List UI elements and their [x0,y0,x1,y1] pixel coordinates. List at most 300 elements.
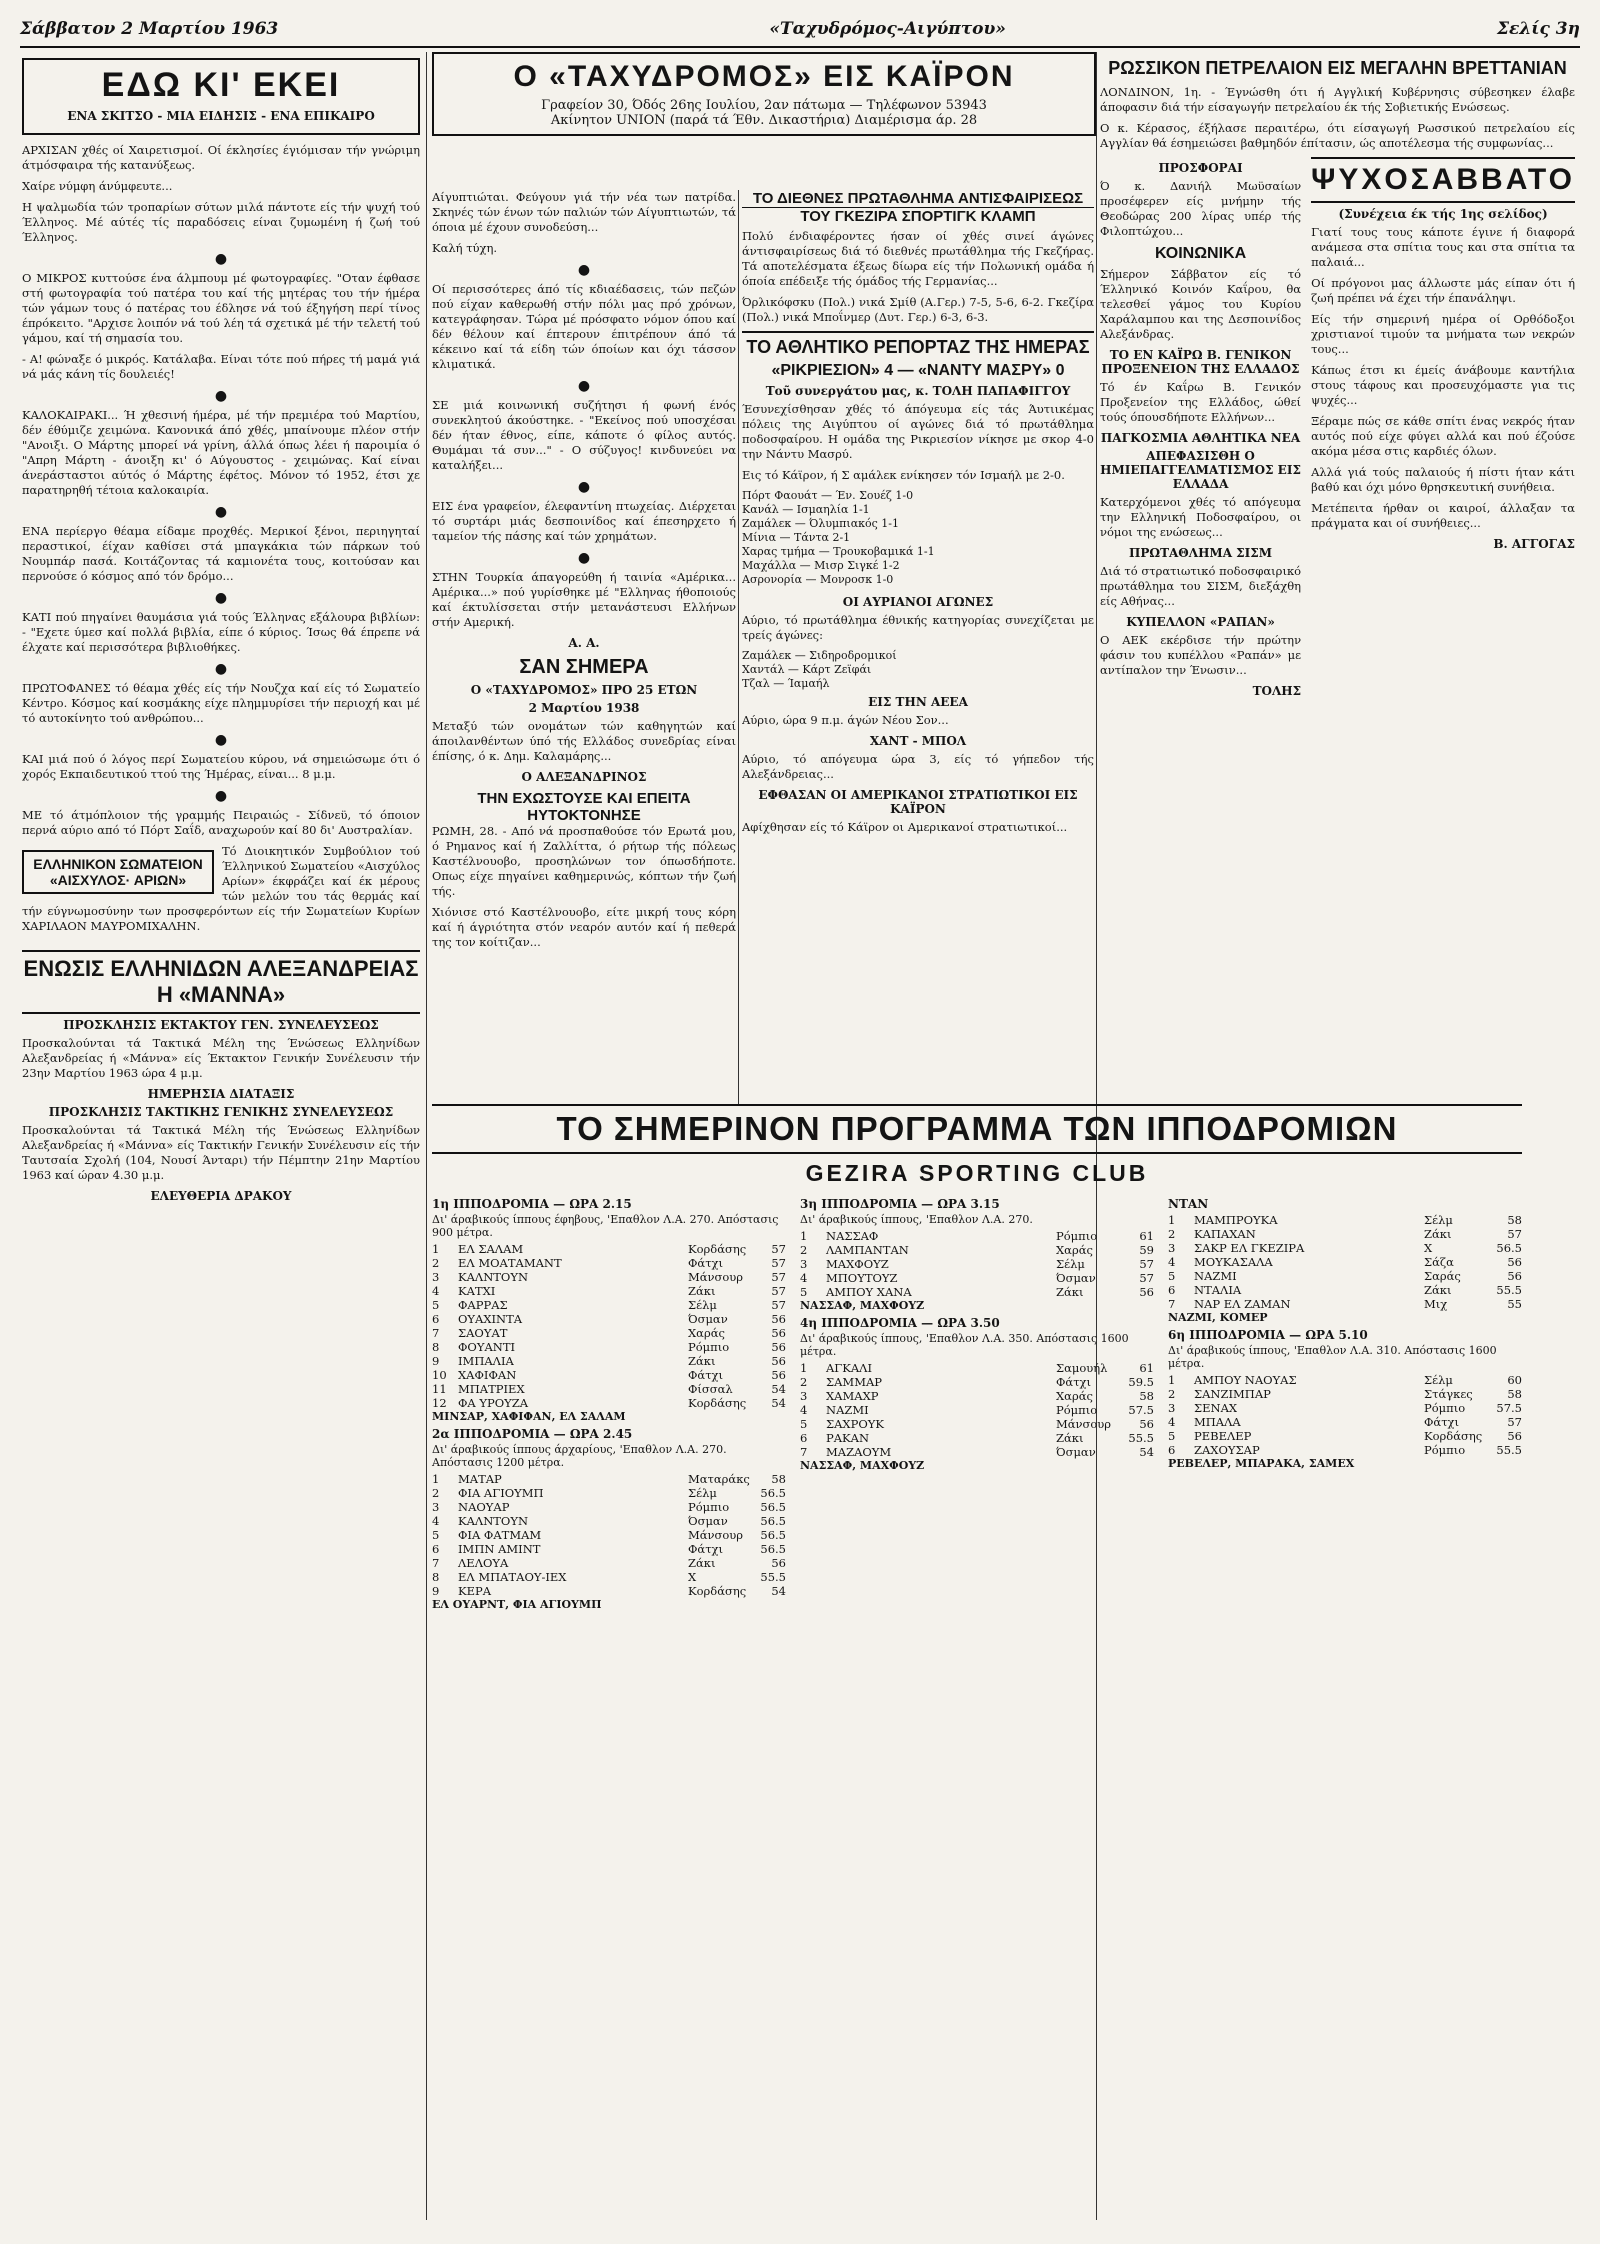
tennis-results: Όρλικόφσκυ (Πολ.) νικά Σμίθ (Α.Γερ.) 7-5, 5-6, 6-2. Γκεζίρα (Πολ.) νικά Μποΐνμερ (Δυτ. Γερ.) 6-3, 6-3. [742,295,1094,324]
race-entry [800,1285,1154,1299]
weight: 54 [771,1396,786,1410]
weight: 56.5 [760,1486,786,1500]
jockey-name: Σέλμ [1424,1373,1453,1387]
race-entry [800,1229,1154,1243]
weight: 57 [1507,1227,1522,1241]
story-title: ΤΗΝ ΕΧΩΣΤΟΥΣΕ ΚΑΙ ΕΠΕΙΤΑ ΗΥΤΟΚΤΟΝΗΣΕ [477,790,691,824]
entry-number: 7 [432,1556,440,1570]
entry-number: 1 [432,1242,440,1256]
jockey-name: Φάτχι [688,1256,724,1270]
horse-name: ΡΕΒΕΛΕΡ [1194,1429,1252,1443]
racing-columns [432,1193,1522,1614]
jockey-name: Σάζα [1424,1255,1454,1269]
entry-number: 2 [1168,1387,1176,1401]
jockey-name: Ρόμπιο [1056,1403,1098,1417]
horse-name: ΕΛ ΜΠΑΤΑΟΥ-ΙΕΧ [458,1570,567,1584]
weight: 58 [1139,1389,1154,1403]
tennis-subtitle: ΤΟΥ ΓΚΕΖΙΡΑ ΣΠΟΡΤΙΓΚ ΚΛΑΜΠ [800,208,1036,225]
entry-number: 6 [432,1542,440,1556]
race-entry [1168,1429,1522,1443]
entry-number: 1 [800,1361,808,1375]
weight: 58 [771,1472,786,1486]
psychosavvato-signature: Β. ΑΓΓΟΓΑΣ [1493,537,1575,551]
entry-number: 7 [432,1326,440,1340]
union-signer: ΕΛΕΥΘΕΡΙΑ ΔΡΑΚΟΥ [150,1189,292,1203]
race-conditions: Δι' άραβικούς ίππους έφηβους, 'Επαθλον Λ.Α. 270. Απόστασις 900 μέτρα. [432,1213,779,1239]
psychosavvato-paragraph: Αλλά γιά τούς παλαιούς ή πίστι ήταν κάτι βαθύ και όχι μόνο θρησκευτική συνήθεια. [1311,465,1575,494]
horse-name: ΣΑΝΖΙΜΠΑΡ [1194,1387,1271,1401]
jockey-name: Κορδάσης [688,1396,747,1410]
union-title: ΕΝΩΣΙΣ ΕΛΛΗΝΙΔΩΝ ΑΛΕΞΑΝΔΡΕΙΑΣ Η «ΜΑΝΝΑ» [22,950,420,1014]
jockey-name: Όσμαν [1056,1271,1096,1285]
jockey-name: Σέλμ [1424,1213,1453,1227]
horse-name: ΜΑΖΑΟΥΜ [826,1445,892,1459]
entry-number: 7 [1168,1297,1176,1311]
union-agenda: ΗΜΕΡΗΣΙΑ ΔΙΑΤΑΞΙΣ [147,1087,295,1101]
race-header: 2α ΙΠΠΟΔΡΟΜΙΑ — ΩΡΑ 2.45 [432,1427,633,1441]
racing-column [1168,1193,1522,1614]
weight: 61 [1139,1229,1154,1243]
entry-number: 8 [432,1570,440,1584]
race-entry [432,1528,786,1542]
race-entry [432,1284,786,1298]
jockey-name: Φάτχι [1056,1375,1092,1389]
entry-number: 4 [432,1514,440,1528]
entry-number: 7 [800,1445,808,1459]
social-title: ΚΟΙΝΩΝΙΚΑ [1154,245,1247,262]
entry-number: 3 [800,1257,808,1271]
cairo-title: Ο «ΤΑΧΥΔΡΟΜΟΣ» ΕΙΣ ΚΑΪΡΟΝ [513,60,1015,93]
article-paragraph: ΚΑΛΟΚΑΙΡΑΚΙ... Ή χθεσινή ήμέρα, μέ τήν πρεμιέρα τού Μαρτίου, δέν έθύμιζε χειμώνα. Κανονικά άπό χθές, μπαίνουμε πλέον στήν "Ανοιξι. Ο Μάρτης μπορεί νά γρίνη, άλλά όπως λέει ή παροιμία ό "Απρη Μάρτη - άνοιξη κι' ό Αύγουστος - χειμώνας. Καί είναι άνεράσταστοι αύτός ό Μάρτης έφέτος. Μόνον τό 1952, έτσι χε παρατηρηθή τέτοια καλοκαιρία. [22,408,420,497]
race-entry [800,1243,1154,1257]
cup-title: ΠΡΩΤΑΘΛΗΜΑ ΣΙΣΜ [1129,546,1273,560]
cup2-title: ΚΥΠΕΛΛΟΝ «ΡΑΠΑΝ» [1126,615,1275,629]
weight: 56.5 [760,1500,786,1514]
entry-number: 5 [800,1285,808,1299]
race-header: ΝΤΑΝ [1168,1197,1209,1211]
offer-text: Ό κ. Δανιήλ Μωϋσαίων προσέφερεν είς μνήμην τής Θεοδώρας 200 λίρας υπέρ τής Φιλοπτώχου... [1100,179,1302,238]
psychosavvato-paragraph: Κάπως έτσι κι έμείς άνάβουμε καντήλια στους τάφους και προσευχόμαστε για τις ψυχές... [1311,363,1575,407]
basket-text: Αύριο, ώρα 9 π.μ. άγών Νέου Σον... [742,713,949,727]
weight: 57 [771,1256,786,1270]
weight: 57.5 [1128,1403,1154,1417]
sports-signature: ΤΟΛΗΣ [1252,684,1302,698]
jockey-name: Ζάκι [1424,1283,1452,1297]
race-favorites: ΝΑΣΣΑΦ, ΜΑΧΦΟΥΖ [800,1299,925,1312]
horse-name: ΦΟΥΑΝΤΙ [458,1340,516,1354]
score-row: Κανάλ — Ισμαηλία 1-1 [742,503,870,516]
jockey-name: Ρόμπιο [1424,1443,1466,1457]
upcoming-title: ΟΙ ΑΥΡΙΑΝΟΙ ΑΓΩΝΕΣ [842,595,994,609]
entry-number: 3 [1168,1241,1176,1255]
entry-number: 4 [1168,1415,1176,1429]
entry-number: 5 [1168,1269,1176,1283]
separator: ● [577,378,591,394]
weight: 56 [771,1556,786,1570]
petroleum-text-2: Ο κ. Κέρασος, έξήλασε περαιτέρω, ότι είσαγωγή Ρωσσικού πετρελαίου είς Αγγλίαν θά έσημειώσει βαθμηδόν έπίτασιν, ώς αποτέλεσμα τής συμφωνίας... [1100,121,1575,150]
cairo-header-box [432,52,1096,136]
article-paragraph: Η ψαλμωδία τών τροπαρίων σύτων μιλά πάντοτε είς τήν ψυχή τού Έλληνος. Μέ αύτές τίς παραδόσεις είναι ζυμωμένη ή ζωή τού Έλληνος. [22,200,420,244]
separator: ● [214,590,228,606]
race-conditions: Δι' άραβικούς ίππους άρχαρίους, 'Επαθλον Λ.Α. 270. Απόστασις 1200 μέτρα. [432,1443,727,1469]
racing-column [432,1193,786,1614]
club-notice-text: Τό Διοικητικόν Συμβούλιον τού Έλληνικού Σωματείου «Αισχύλος Αρίων» έκφράζει καί έκ μέρους τών μελών του τάς θερμάς καί τήν εύγνωμοσύνην των προσφερόντων είς τήν Σωματείων Κυρίων ΧΑΡΙΛΑΟΝ ΜΑΥΡΟΜΙΧΑΛΗΝ. [22,844,420,933]
section-subtitle: ΕΝΑ ΣΚΙΤΣΟ - ΜΙΑ ΕΙΔΗΣΙΣ - ΕΝΑ ΕΠΙΚΑΙΡΟ [67,109,375,123]
entry-number: 4 [800,1403,808,1417]
history-text: Μεταξύ τών ονομάτων τών καθηγητών καί άποιλανθέντων ύπό τής Ελλάδος συνεδρίας είναι έπίσης, ό κ. Δημ. Καλαμάρης... [432,719,736,763]
entry-number: 6 [1168,1283,1176,1297]
masthead [20,12,1580,48]
union-subtitle: ΠΡΟΣΚΛΗΣΙΣ ΕΚΤΑΚΤΟΥ ΓΕΝ. ΣΥΝΕΛΕΥΣΕΩΣ [63,1018,379,1032]
weight: 57 [771,1242,786,1256]
jockey-name: Σέλμ [1056,1257,1085,1271]
psychosavvato-paragraph: Μετέπειτα ήρθαν οι καιροί, άλλαξαν τα πράγματα και οί συνήθειες... [1311,501,1575,530]
jockey-name: Φάτχι [688,1368,724,1382]
race-entry [800,1389,1154,1403]
race-favorites: ΝΑΣΣΑΦ, ΜΑΧΦΟΥΖ [800,1459,925,1472]
tennis-text: Πολύ ένδιαφέροντες ήσαν οί χθές σινεί άγώνες άντισφαιρίσεως διά τό διεθνές πρωτάθλημα τής Γκεζήρας. Τά αποτελέσματα έξεως δίωρα είς τήν Πολωνική ομάδα ή όποία επέδειξε τής όμάδος τής Γερμανίας... [742,229,1094,288]
embassy-title: ΤΟ ΕΝ ΚΑΪΡΩ Β. ΓΕΝΙΚΟΝ ΠΡΟΞΕΝΕΙΟΝ ΤΗΣ ΕΛΛΑΔΟΣ [1101,348,1300,376]
jockey-name: Χ [1424,1241,1433,1255]
horse-name: ΦΑ ΥΡΟΥΖΑ [458,1396,529,1410]
article-paragraph: ΕΙΣ ένα γραφείον, έλεφαντίνη πτωχείας. Διέρχεται τό συρτάρι μιάς δεσποινίδος καί έπεσηρχετο ή ταμείον τής πάσης καί τών χρημάτων. [432,499,736,543]
entry-number: 8 [432,1340,440,1354]
article-paragraph: ΜΕ τό άτμόπλοιον τής γραμμής Πειραιώς - Σίδνεϋ, τό όποιον περνά αύριο από τό Πόρτ Σαΐδ, αναχωρούν καί 80 δι' Αυστραλίαν. [22,808,420,837]
offer-title: ΠΡΟΣΦΟΡΑΙ [1158,161,1243,175]
paper-name: «Ταχυδρόμος-Αιγύπτου» [769,19,1006,39]
article-paragraph: ΑΡΧΙΣΑΝ χθές οί Χαιρετισμοί. Οί έκλησίες έγιόμισαν τήν γνώριμη άτμόσφαιρα τής κατανύξεως. [22,143,420,172]
col4-two-column [1100,157,1575,702]
separator: ● [577,262,591,278]
psychosavvato-paragraph: Γιατί τους τους κάποτε έγινε ή διαφορά ανάμεσα στα σπίτια τους και στα σπίτια τα παλαιά... [1311,225,1575,269]
weight: 56 [1507,1429,1522,1443]
weight: 56 [771,1354,786,1368]
match-author: Τοῦ συνεργάτου μας, κ. ΤΟΛΗ ΠΑΠΑΦΙΓΓΟΥ [765,384,1071,398]
weight: 57 [1507,1415,1522,1429]
score-row: Ασρονορία — Μονροσκ 1-0 [742,573,894,586]
jockey-name: Στάγκες [1424,1387,1473,1401]
cairo-header [432,52,1096,192]
separator: ● [214,788,228,804]
jockey-name: Χ [688,1570,697,1584]
jockey-name: Ζάκι [1056,1431,1084,1445]
race-entry [432,1382,786,1396]
entry-number: 5 [432,1528,440,1542]
race-entry [800,1445,1154,1459]
jockey-name: Ρόμπιο [688,1500,730,1514]
race-header: 3η ΙΠΠΟΔΡΟΜΙΑ — ΩΡΑ 3.15 [800,1197,1000,1211]
cup2-text: Ο ΑΕΚ εκέρδισε τήν πρώτην φάσιν του κυπέλλου «Ραπάν» με αντίπαλον την Ένωσιν... [1100,633,1302,677]
american-title: ΕΦΘΑΣΑΝ ΟΙ ΑΜΕΡΙΚΑΝΟΙ ΣΤΡΑΤΙΩΤΙΚΟΙ ΕΙΣ ΚΑΪΡΟΝ [758,788,1078,816]
jockey-name: Χαράς [1056,1243,1093,1257]
horse-name: ΡΑΚΑΝ [826,1431,870,1445]
weight: 55.5 [760,1570,786,1584]
race-entry [800,1271,1154,1285]
separator: ● [214,661,228,677]
col4-right [1311,157,1575,702]
weight: 56 [1139,1417,1154,1431]
entry-number: 2 [432,1256,440,1270]
weight: 60 [1507,1373,1522,1387]
weight: 56 [771,1340,786,1354]
history-signature: Ο ΑΛΕΞΑΝΔΡΙΝΟΣ [521,770,647,784]
entry-number: 1 [1168,1213,1176,1227]
column-3 [742,190,1094,1104]
separator: ● [577,479,591,495]
entry-number: 3 [1168,1401,1176,1415]
weight: 56.5 [760,1542,786,1556]
weight: 56.5 [760,1514,786,1528]
jockey-name: Ζάκι [1056,1285,1084,1299]
american-text: Αφίχθησαν είς τό Κάϊρον οι Αμερικανοί στρατιωτικοί... [742,820,1068,834]
jockey-name: Σέλμ [688,1486,717,1500]
jockey-name: Ζάκι [1424,1227,1452,1241]
race-conditions: Δι' άραβικούς ίππους, 'Επαθλον Λ.Α. 350. Απόστασις 1600 μέτρα. [800,1332,1129,1358]
race-entry [432,1340,786,1354]
jockey-name: Μάνσουρ [688,1270,744,1284]
article-paragraph: Οί περισσότερες άπό τίς κδιαέδασεις, τών πεζών πού είχαν καθερωθή στήν πόλι μας πρό χρόνων, κατεγράφησαν. Τώρα μέ πρόσφατο νόμον όπου καί δέν θέλουν καί έπτερουν έπιτρέπουν άπό τά κέκεινο καί τά είδη τών όποίων και όχι τάσσον κλιματικά. [432,282,736,371]
horse-name: ΧΑΜΑΧΡ [826,1389,879,1403]
weight: 54 [771,1382,786,1396]
separator: ● [214,388,228,404]
match-title: «ΡΙΚΡΙΕΣΙΟΝ» 4 — «ΝΑΝΤΥ ΜΑΣΡΥ» 0 [771,362,1065,379]
race-entry [800,1417,1154,1431]
entry-number: 4 [800,1271,808,1285]
race-entry [432,1584,786,1598]
upcoming-game: Ζαμάλεκ — Σιδηροδρομικοί [742,649,897,662]
race-entry [432,1326,786,1340]
weight: 59.5 [1128,1375,1154,1389]
upcoming-game: Χαντάλ — Κάρτ Ζεϊφάι [742,663,872,676]
weight: 56 [1139,1285,1154,1299]
entry-number: 6 [800,1431,808,1445]
race-entry [432,1514,786,1528]
race-favorites: ΝΑΖΜΙ, ΚΟΜΕΡ [1168,1311,1268,1324]
horse-name: ΝΑΣΣΑΦ [826,1229,879,1243]
weight: 55.5 [1128,1431,1154,1445]
petroleum-title: ΡΩΣΣΙΚΟΝ ΠΕΤΡΕΛΑΙΟΝ ΕΙΣ ΜΕΓΑΛΗΝ ΒΡΕΤΤΑΝΙΑΝ [1108,58,1567,78]
weight: 56 [1507,1269,1522,1283]
match-text-2: Εις τό Κάϊρον, ή Σ αμάλεκ ενίκησεν τόν Ισμαήλ με 2-0. [742,468,1065,482]
history-date: 2 Μαρτίου 1938 [528,701,640,715]
race-entry [432,1354,786,1368]
history-subtitle: Ο «ΤΑΧΥΔΡΟΜΟΣ» ΠΡΟ 25 ΕΤΩΝ [470,683,698,697]
social-text: Σήμερον Σάββατον είς τό Έλληνικό Κοινόν Καΐρου, θα τελεσθεί γάμος του Κυρίου Χαράλαμπου και της Δεσποινίδος Αλεξάνδρας. [1100,267,1302,341]
entry-number: 2 [800,1375,808,1389]
horse-name: ΣΑΧΡΟΥΚ [826,1417,884,1431]
score-list [742,489,1094,587]
horse-name: ΦΙΑ ΦΑΤΜΑΜ [458,1528,542,1542]
entry-number: 3 [800,1389,808,1403]
union-text-2: Προσκαλούνται τά Τακτικά Μέλη τής Ένώσεως Ελληνίδων Αλεξανδρείας ή «Μάννα» είς Τακτικήν Γενικήν Συνέλευσιν είς τήν Ταυτσαία Σχολή (104, Νουσί Άνταρι) τήν Πέμπτην 21ην Μαρτίου 1963 καί ώραν 4.30 μ.μ. [22,1123,420,1182]
separator: ● [214,732,228,748]
upcoming-game: Τζαλ — Ίαμαήλ [742,677,830,690]
weight: 59 [1139,1243,1154,1257]
race-entry [432,1486,786,1500]
race-entry [1168,1415,1522,1429]
article-paragraph: ΕΝΑ περίεργο θέαμα είδαμε προχθές. Μερικοί ξένοι, περιηγηταί περαστικοί, έίχαν καθίσει στά μπαγκάκια τών πάρκων τού Νουμπάρ πασά. Κοιτάζοντας τά καμιονέτα τους, κοιτούσαν και περνούσε ό κόσμος από τόν δρόμο... [22,524,420,583]
race-entry [1168,1443,1522,1457]
page-number: Σελίς 3η [1497,19,1580,39]
upcoming-list [742,649,1094,691]
entry-number: 4 [432,1284,440,1298]
horse-name: ΚΕΡΑ [458,1584,492,1598]
racing-column [800,1193,1154,1614]
jockey-name: Σαράς [1424,1269,1461,1283]
race-entry [1168,1401,1522,1415]
entry-number: 3 [432,1270,440,1284]
match-text: Έσυνεχίσθησαν χθές τό άπόγευμα είς τάς Άυτιικέμας πόλεις της Αιγύπτου οί αγώνες διά τό πρωτάθλημα ποδοσφαίρου. Η ομάδα της Ρικριεσίον νίκησε με σκορ 4-0 την Νάντυ Μασρύ. [742,402,1094,461]
race-entry [432,1500,786,1514]
psychosavvato-paragraph: Οί πρόγονοι μας άλλωστε μάς είπαν ότι ή ζωή πρέπει νά έχει τήν έπανάληψι. [1311,276,1575,305]
jockey-name: Ζάκι [688,1556,716,1570]
psychosavvato-paragraph: Ξέραμε πώς σε κάθε σπίτι ένας νεκρός ήταν αυτός πού είχε φύγει αλλά και πού έζούσε ακόμα μέσα στις καρδιές όλων. [1311,414,1575,458]
horse-name: ΜΠΑΤΡΙΕΧ [458,1382,525,1396]
jockey-name: Κορδάσης [1424,1429,1483,1443]
race-header: 1η ΙΠΠΟΔΡΟΜΙΑ — ΩΡΑ 2.15 [432,1197,632,1211]
race-entry [432,1312,786,1326]
world-sports-text: Κατερχόμενοι χθές τό απόγευμα την Ελληνική Ποδοσφαίρου, οι νόμοι της ενώσεως... [1100,495,1302,539]
weight: 55.5 [1496,1443,1522,1457]
signature: Α. Α. [568,636,600,650]
entry-number: 6 [432,1312,440,1326]
jockey-name: Ρόμπιο [1056,1229,1098,1243]
race-favorites: ΡΕΒΕΛΕΡ, ΜΠΑΡΑΚΑ, ΣΑΜΕΧ [1168,1457,1355,1470]
race-entry [432,1570,786,1584]
race-entry [1168,1297,1522,1311]
race-entry [800,1361,1154,1375]
jockey-name: Ματαράκς [688,1472,750,1486]
jockey-name: Ρόμπιο [1424,1401,1466,1415]
race-header: 4η ΙΠΠΟΔΡΟΜΙΑ — ΩΡΑ 3.50 [800,1316,1000,1330]
race-conditions: Δι' άραβικούς ίππους, 'Επαθλον Λ.Α. 270. [800,1213,1033,1226]
horse-name: ΝΑΡ ΕΛ ΖΑΜΑΝ [1194,1297,1291,1311]
world-sports-subtitle: ΑΠΕΦΑΣΙΣΘΗ Ο ΗΜΙΕΠΑΓΓΕΛΜΑΤΙΣΜΟΣ ΕΙΣ ΕΛΛΑΔΑ [1100,449,1301,491]
race-entry [1168,1241,1522,1255]
union-subtitle-2: ΠΡΟΣΚΛΗΣΙΣ ΤΑΚΤΙΚΗΣ ΓΕΝΙΚΗΣ ΣΥΝΕΛΕΥΣΕΩΣ [48,1105,394,1119]
entry-number: 1 [432,1472,440,1486]
horse-name: ΜΠΑΛΑ [1194,1415,1241,1429]
jockey-name: Χαράς [688,1326,725,1340]
entry-number: 10 [432,1368,447,1382]
psychosavvato-continued: (Συνέχεια έκ τής 1ης σελίδος) [1338,207,1548,221]
issue-date: Σάββατον 2 Μαρτίου 1963 [20,19,279,39]
horse-name: ΖΑΧΟΥΣΑΡ [1194,1443,1260,1457]
story-text: ΡΩΜΗ, 28. - Από νά προσπαθούσε τόν Ερωτά μου, ό Ρημανος καί ή Ζαλλίττα, ό ρήτωρ τής πόλεως Καστέλνουοβο, προσηλώνων τον όπωσδήποτε. Οπως είχε πηγαίνει καθημερινώς, κόπτων τήν ζωή τής. [432,824,736,898]
chant-text: Αύριο, τό απόγευμα ώρα 3, είς τό γήπεδον τής Αλεξάνδρειας... [742,752,1094,781]
horse-name: ΛΑΜΠΑΝΤΑΝ [826,1243,909,1257]
cup-text: Διά τό στρατιωτικό ποδοσφαιρικό πρωτάθλημα του ΣΙΣΜ, διεξάχθη είς Αθήνας... [1100,564,1302,608]
race-entry [800,1403,1154,1417]
horse-name: ΜΑΤΑΡ [458,1472,502,1486]
weight: 55 [1507,1297,1522,1311]
entry-number: 2 [432,1486,440,1500]
race-entry [432,1242,786,1256]
section-title: ΕΔΩ ΚΙ' ΕΚΕΙ [101,66,341,104]
article-paragraph: Χαίρε νύμφη άνύμφευτε... [22,179,173,193]
horse-name: ΜΠΟΥΤΟΥΖ [826,1271,898,1285]
entry-number: 1 [800,1229,808,1243]
weight: 57 [1139,1271,1154,1285]
jockey-name: Χαράς [1056,1389,1093,1403]
race-entry [432,1270,786,1284]
article-paragraph: ΣΤΗΝ Τουρκία άπαγορεύθη ή ταινία «Αμέρικα... Αμέρικα...» πού γυρίσθηκε μέ "Ελληνας ήθοποιούς καί έκτυλίσσεται στήν μετανάστευσι Ελλήνων στήν Αμερική. [432,570,736,629]
racing-title: ΤΟ ΣΗΜΕΡΙΝΟΝ ΠΡΟΓΡΑΜΜΑ ΤΩΝ ΙΠΠΟΔΡΟΜΙΩΝ [432,1104,1522,1154]
weight: 58 [1507,1213,1522,1227]
column-rule [738,190,739,1104]
entry-number: 9 [432,1354,440,1368]
entry-number: 3 [432,1500,440,1514]
column-rule [426,52,427,2220]
embassy-text: Τό έν Καΐρω Β. Γενικόν Προξενείον της Ελλάδος, ώθεί τούς όπουσδήποτε Ελλήνων... [1100,380,1302,424]
race-conditions: Δι' άραβικούς ίππους, 'Επαθλον Λ.Α. 310. Απόστασις 1600 μέτρα. [1168,1344,1497,1370]
jockey-name: Σέλμ [688,1298,717,1312]
col4-left [1100,157,1301,702]
article-paragraph: ΣΕ μιά κοινωνική συζήτησι ή φωνή ένός συνεκλητού άκούστηκε. - "Εκείνος πού υποσχέσαι δέν ήταν έθνος, είπε, κάποτε ό φίλος αυτός. Θυμάμαι τά συν..." - Ο σύζυγος! κινδυνεύει να καταλήξει... [432,398,736,472]
horse-name: ΜΑΧΦΟΥΖ [826,1257,889,1271]
weight: 54 [771,1584,786,1598]
score-row: Μαχάλλα — Μισρ Σιγκέ 1-2 [742,559,900,572]
horse-name: ΜΑΜΠΡΟΥΚΑ [1194,1213,1278,1227]
article-paragraph: Καλή τύχη. [432,241,498,255]
weight: 55.5 [1496,1283,1522,1297]
athletic-title: ΤΟ ΑΘΛΗΤΙΚΟ ΡΕΠΟΡΤΑΖ ΤΗΣ ΗΜΕΡΑΣ [742,331,1094,358]
horse-name: ΣΑΚΡ ΕΛ ΓΚΕΖΙΡΑ [1194,1241,1305,1255]
horse-name: ΙΜΠΑΛΙΑ [458,1354,514,1368]
horse-name: ΣΕΝΑΧ [1194,1401,1238,1415]
horse-name: ΣΑΜΜΑΡ [826,1375,883,1389]
entry-number: 9 [432,1584,440,1598]
horse-name: ΙΜΠΝ ΑΜΙΝΤ [458,1542,541,1556]
race-entry [432,1542,786,1556]
horse-name: ΕΛ ΜΟΑΤΑΜΑΝΤ [458,1256,562,1270]
weight: 61 [1139,1361,1154,1375]
entry-number: 5 [1168,1429,1176,1443]
horse-name: ΦΑΡΡΑΣ [458,1298,508,1312]
separator: ● [214,251,228,267]
horse-name: ΛΕΛΟΥΑ [458,1556,509,1570]
weight: 56 [1507,1255,1522,1269]
score-row: Ζαμάλεκ — Όλυμπιακός 1-1 [742,517,900,530]
jockey-name: Κορδάσης [688,1584,747,1598]
jockey-name: Φίσσαλ [688,1382,733,1396]
race-entry [432,1298,786,1312]
horse-name: ΣΑΟΥΑΤ [458,1326,508,1340]
entry-number: 6 [1168,1443,1176,1457]
race-entry [432,1556,786,1570]
entry-number: 12 [432,1396,447,1410]
union-text: Προσκαλούνται τά Τακτικά Μέλη της Ένώσεως Ελληνίδων Αλεξανδρείας ή «Μάννα» είς Έκτακτον Γενικήν Συνέλευσιν τήν 23ην Μαρτίου 1963 ώρα 4 μ.μ. [22,1036,420,1080]
horse-name: ΜΟΥΚΑΣΑΛΑ [1194,1255,1273,1269]
race-entry [432,1396,786,1410]
jockey-name: Ρόμπιο [688,1340,730,1354]
article-paragraph: ΚΑΙ μιά πού ό λόγος περί Σωματείου κύρου, νά σημειώσωμε ότι ό χορός Εκπαιδευτικού ττού της Ήμέρας, είναι... 8 μ.μ. [22,752,420,781]
jockey-name: Όσμαν [688,1312,728,1326]
petroleum-text: ΛΟΝΔΙΝΟΝ, 1η. - Έγνώσθη ότι ή Αγγλική Κυβέρνησις σύβεσηκεν έλαβε άποφασιν διά τήν είσαγωγήν πετρελαίου έκ τής Σοβιετικής Ενώσεως. [1100,85,1575,114]
horse-name: ΝΑΖΜΙ [826,1403,869,1417]
score-row: Χαρας τμήμα — Τρουκοβαμικά 1-1 [742,545,935,558]
entry-number: 5 [800,1417,808,1431]
article-paragraph: - Α! φώναξε ό μικρός. Κατάλαβα. Είναι τότε πού πήρες τή μαμά γιά νά μάς κάνη τίς δουλειές! [22,352,420,381]
race-header: 6η ΙΠΠΟΔΡΟΜΙΑ — ΩΡΑ 5.10 [1168,1328,1368,1342]
story-text-2: Χιόνισε στό Καστέλνουοβο, είτε μικρή τους κόρη καί ή άγριότητα στόν νεαρόν αυτόν καί ή πεθερά της τον κοίτιζαν... [432,905,736,949]
world-sports-title: ΠΑΓΚΟΣΜΙΑ ΑΘΛΗΤΙΚΑ ΝΕΑ [1100,431,1301,445]
horse-name: ΝΑΟΥΑΡ [458,1500,510,1514]
cairo-address-2: Ακίνητον UNION (παρά τά Έθν. Δικαστήρια) Διαμέρισμα άρ. 28 [550,113,978,128]
race-entry [1168,1269,1522,1283]
race-entry [1168,1373,1522,1387]
jockey-name: Μάνσουρ [688,1528,744,1542]
